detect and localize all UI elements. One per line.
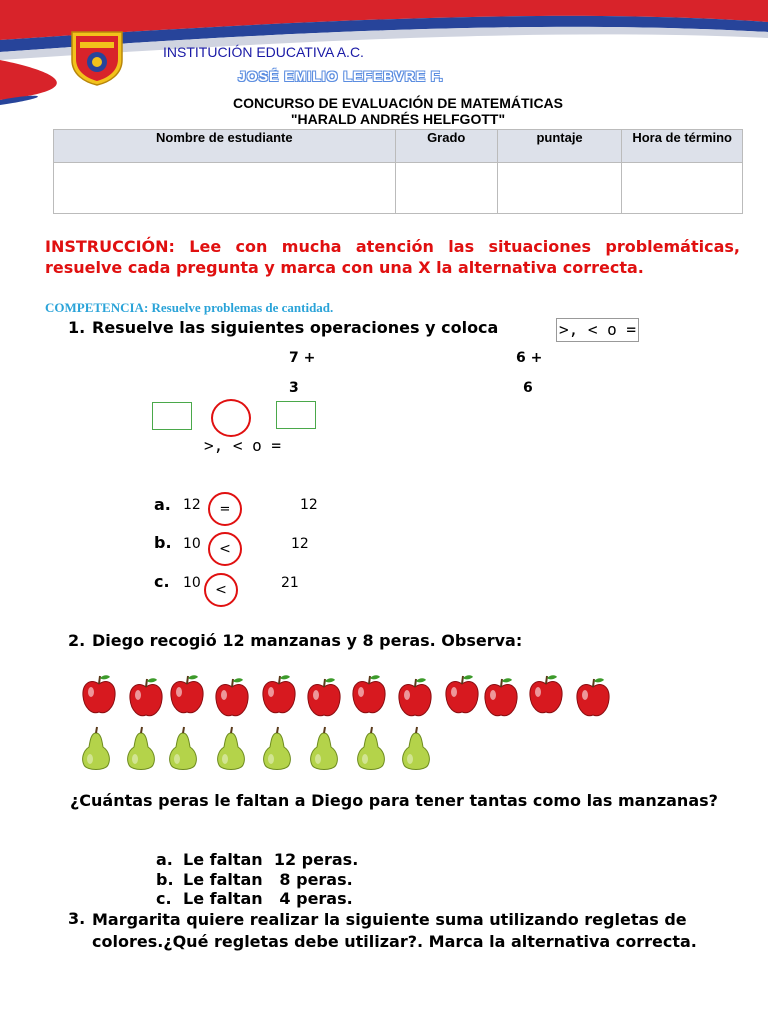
pear-icon bbox=[123, 725, 159, 777]
q1-option-a-left: 12 bbox=[183, 497, 201, 513]
instruction-label: INSTRUCCIÓN: bbox=[45, 237, 175, 256]
q1-option-b-sign-text: < bbox=[219, 541, 231, 557]
pear-icon bbox=[398, 725, 434, 777]
pear-icon bbox=[306, 725, 342, 777]
q2-number: 2. bbox=[68, 631, 86, 650]
q3-text: Margarita quiere realizar la siguiente suma utilizando regletas de colores.¿Qué regletas debe utilizar?. Marca la alternativa correcta. bbox=[92, 910, 697, 951]
q1-op-right-top: 6 + bbox=[516, 350, 543, 366]
q1-op-right-bottom: 6 bbox=[523, 380, 533, 396]
q2-text: Diego recogió 12 manzanas y 8 peras. Observa: bbox=[92, 631, 523, 650]
student-info-table bbox=[53, 129, 743, 214]
q1-number: 1. bbox=[68, 318, 86, 337]
pear-icon bbox=[353, 725, 389, 777]
q1-op-left-bottom: 3 bbox=[289, 380, 299, 396]
school-name: JOSÉ EMILIO LEFEBVRE F. bbox=[238, 68, 444, 84]
q2-option-b-letter: b. bbox=[156, 870, 174, 889]
q1-option-c-sign-text: < bbox=[215, 582, 227, 598]
q2-option-a-letter: a. bbox=[156, 850, 173, 869]
q1-option-c-letter: c. bbox=[154, 572, 170, 591]
q2-option-b-text[interactable]: Le faltan 8 peras. bbox=[183, 870, 353, 889]
column-student-name: Nombre de estudiante bbox=[54, 130, 396, 163]
apple-icon bbox=[443, 672, 481, 720]
apple-icon bbox=[213, 675, 251, 723]
q1-option-b-right: 12 bbox=[291, 536, 309, 552]
q1-option-b-left: 10 bbox=[183, 536, 201, 552]
apple-icon bbox=[574, 675, 612, 723]
q1-option-c-sign[interactable] bbox=[204, 573, 238, 607]
apples-row bbox=[80, 672, 620, 722]
institution-name: INSTITUCIÓN EDUCATIVA A.C. bbox=[163, 44, 364, 60]
q2-option-c-text[interactable]: Le faltan 4 peras. bbox=[183, 889, 353, 908]
school-shield-logo bbox=[70, 30, 124, 86]
pear-icon bbox=[259, 725, 295, 777]
instruction-text: Lee con mucha atención las situaciones problemáticas, resuelve cada pregunta y marca con una X la alternativa correcta. bbox=[45, 237, 740, 277]
q2-question: ¿Cuántas peras le faltan a Diego para tener tantas como las manzanas? bbox=[70, 791, 718, 810]
q1-option-c-right: 21 bbox=[281, 575, 299, 591]
apple-icon bbox=[260, 672, 298, 720]
student-name-field[interactable] bbox=[54, 163, 396, 214]
column-score: puntaje bbox=[497, 130, 622, 163]
q1-symbols-image: >, < o = bbox=[556, 318, 639, 342]
q1-text: Resuelve las siguientes operaciones y coloca bbox=[92, 318, 499, 337]
apple-icon bbox=[350, 672, 388, 720]
pear-icon bbox=[213, 725, 249, 777]
q1-option-c-left: 10 bbox=[183, 575, 201, 591]
q1-option-a-right: 12 bbox=[300, 497, 318, 513]
column-grade: Grado bbox=[395, 130, 497, 163]
apple-icon bbox=[305, 675, 343, 723]
grade-field[interactable] bbox=[395, 163, 497, 214]
q2-option-a-text[interactable]: Le faltan 12 peras. bbox=[183, 850, 359, 869]
score-field[interactable] bbox=[497, 163, 622, 214]
q1-answer-circle[interactable] bbox=[211, 399, 251, 437]
apple-icon bbox=[80, 672, 118, 720]
competence-line: COMPETENCIA: Resuelve problemas de cantidad. bbox=[45, 300, 334, 315]
q1-answer-box-right[interactable] bbox=[276, 401, 316, 429]
q1-option-b-letter: b. bbox=[154, 533, 172, 552]
column-end-time: Hora de término bbox=[622, 130, 743, 163]
apple-icon bbox=[527, 672, 565, 720]
apple-icon bbox=[127, 675, 165, 723]
q1-answer-box-left[interactable] bbox=[152, 402, 192, 430]
apple-icon bbox=[396, 675, 434, 723]
pears-row bbox=[78, 725, 448, 775]
q1-option-a-sign[interactable] bbox=[208, 492, 242, 526]
contest-subtitle: "HARALD ANDRÉS HELFGOTT" bbox=[290, 111, 506, 127]
apple-icon bbox=[482, 675, 520, 723]
q1-symbols-hint: >, < o = bbox=[204, 436, 282, 455]
instruction-paragraph bbox=[45, 236, 740, 278]
end-time-field[interactable] bbox=[622, 163, 743, 214]
apple-icon bbox=[168, 672, 206, 720]
q1-option-a-letter: a. bbox=[154, 495, 171, 514]
q1-option-a-sign-text: = bbox=[219, 501, 231, 517]
pear-icon bbox=[165, 725, 201, 777]
q3-number: 3. bbox=[68, 909, 86, 928]
q1-option-b-sign[interactable] bbox=[208, 532, 242, 566]
q1-op-left-top: 7 + bbox=[289, 350, 316, 366]
pear-icon bbox=[78, 725, 114, 777]
q2-option-c-letter: c. bbox=[156, 889, 172, 908]
contest-title: CONCURSO DE EVALUACIÓN DE MATEMÁTICAS bbox=[232, 95, 564, 111]
